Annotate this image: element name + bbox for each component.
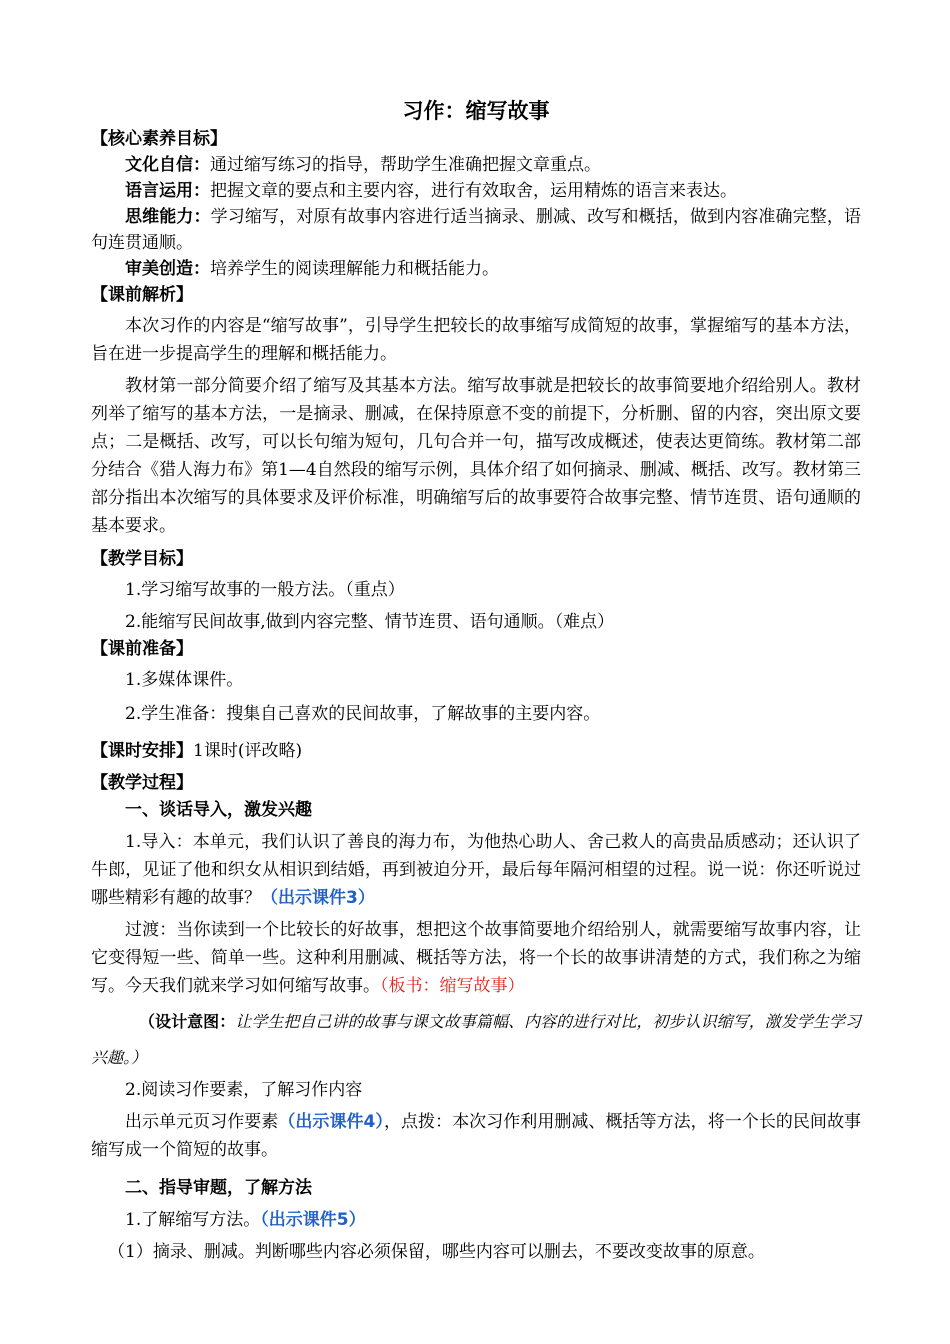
core-item-text: 通过缩写练习的指导，帮助学生准确把握文章重点。 xyxy=(210,155,601,175)
core-goals-heading: 【核心素养目标】 xyxy=(91,129,227,149)
elements-text-a: 出示单元页习作要素 xyxy=(125,1112,279,1132)
core-item-text: 培养学生的阅读理解能力和概括能力。 xyxy=(210,259,499,279)
teaching-goals-heading: 【教学目标】 xyxy=(91,549,193,569)
document-page xyxy=(91,96,861,1266)
preparation-item: 1.多媒体课件。 xyxy=(125,670,244,690)
intro-text: 1.导入：本单元，我们认识了善良的海力布，为他热心助人、舍己救人的高贵品质感动；还认识了牛郎，见证了他和织女从相识到结婚，再到被迫分开，最后每年隔河相望的过程。说一说：你还听说过哪些精彩有趣的故事？ xyxy=(91,832,861,908)
process-part2-title: 二、指导审题，了解方法 xyxy=(125,1178,312,1198)
courseware-tag: （出示课件4） xyxy=(278,1112,384,1132)
analysis-paragraph: 本次习作的内容是“缩写故事”，引导学生把较长的故事缩写成简短的故事，掌握缩写的基本方法，旨在进一步提高学生的理解和概括能力。 xyxy=(91,316,861,364)
process-part1-title: 一、谈话导入，激发兴趣 xyxy=(125,800,312,820)
courseware-tag: （出示课件3） xyxy=(261,888,375,908)
preparation-item: 2.学生准备：搜集自己喜欢的民间故事，了解故事的主要内容。 xyxy=(125,704,601,724)
process-method-item xyxy=(91,1206,861,1234)
method-text: 1.了解缩写方法。 xyxy=(125,1210,261,1230)
elements-text-b: ，点拨：本次习作利用删减、概括等方法，将一个长的民间故事缩写成一个简短的故事。 xyxy=(91,1112,862,1160)
core-item-culture xyxy=(91,152,861,178)
schedule-text: 1课时(评改略) xyxy=(193,741,303,761)
teaching-goal-item: 1.学习缩写故事的一般方法。（重点） xyxy=(125,580,405,600)
design-intent-text: 让学生把自己讲的故事与课文故事篇幅、内容的进行对比，初步认识缩写，激发学生学习兴趣。） xyxy=(91,1012,861,1067)
process-read-elements: 2.阅读习作要素，了解习作内容 xyxy=(125,1080,363,1100)
courseware-tag: （出示课件5） xyxy=(260,1210,366,1230)
blackboard-tag: （板书：缩写故事） xyxy=(380,976,525,996)
core-item-text: 学习缩写，对原有故事内容进行适当摘录、删减、改写和概括，做到内容准确完整，语句连贯通顺。 xyxy=(91,207,862,253)
teaching-goal-item: 2.能缩写民间故事,做到内容完整、情节连贯、语句通顺。（难点） xyxy=(125,612,615,632)
process-intro-paragraph xyxy=(91,828,861,912)
schedule-heading: 【课时安排】 xyxy=(91,741,193,761)
core-item-label: 审美创造： xyxy=(125,259,210,279)
process-elements-paragraph xyxy=(91,1108,861,1164)
core-item-label: 语言运用： xyxy=(125,181,210,201)
core-item-language xyxy=(91,178,861,204)
schedule-line xyxy=(91,738,861,764)
design-intent-label: （设计意图： xyxy=(139,1012,236,1031)
preparation-heading: 【课前准备】 xyxy=(91,639,193,659)
core-item-label: 文化自信： xyxy=(125,155,210,175)
core-item-aesthetic xyxy=(91,256,861,282)
process-method-detail: （1）摘录、删减。判断哪些内容必须保留，哪些内容可以删去，不要改变故事的原意。 xyxy=(108,1242,765,1262)
transition-text: 过渡：当你读到一个比较长的好故事，想把这个故事简要地介绍给别人，就需要缩写故事内容，让它变得短一些、简单一些。这种利用删减、概括等方法，将一个长的故事讲清楚的方式，我们称之为缩写。今天我们就来学习如何缩写故事。 xyxy=(91,920,861,996)
page-title: 习作：缩写故事 xyxy=(402,99,550,123)
core-item-label: 思维能力： xyxy=(125,207,211,227)
core-item-thinking xyxy=(91,204,861,256)
process-transition-paragraph xyxy=(91,916,861,1000)
analysis-heading: 【课前解析】 xyxy=(91,285,193,305)
process-heading: 【教学过程】 xyxy=(91,773,193,793)
core-item-text: 把握文章的要点和主要内容，进行有效取舍，运用精炼的语言来表达。 xyxy=(210,181,737,201)
analysis-paragraph: 教材第一部分简要介绍了缩写及其基本方法。缩写故事就是把较长的故事简要地介绍给别人。教材列举了缩写的基本方法，一是摘录、删减，在保持原意不变的前提下，分析删、留的内容，突出原文要点；二是概括、改写，可以长句缩为短句，几句合并一句，描写改成概述，使表达更简练。教材第二部分结合《猎人海力布》第1—4自然段的缩写示例，具体介绍了如何摘录、删减、概括、改写。教材第三部分指出本次缩写的具体要求及评价标准，明确缩写后的故事要符合故事完整、情节连贯、语句通顺的基本要求。 xyxy=(91,376,861,536)
design-intent-note xyxy=(91,1004,861,1076)
